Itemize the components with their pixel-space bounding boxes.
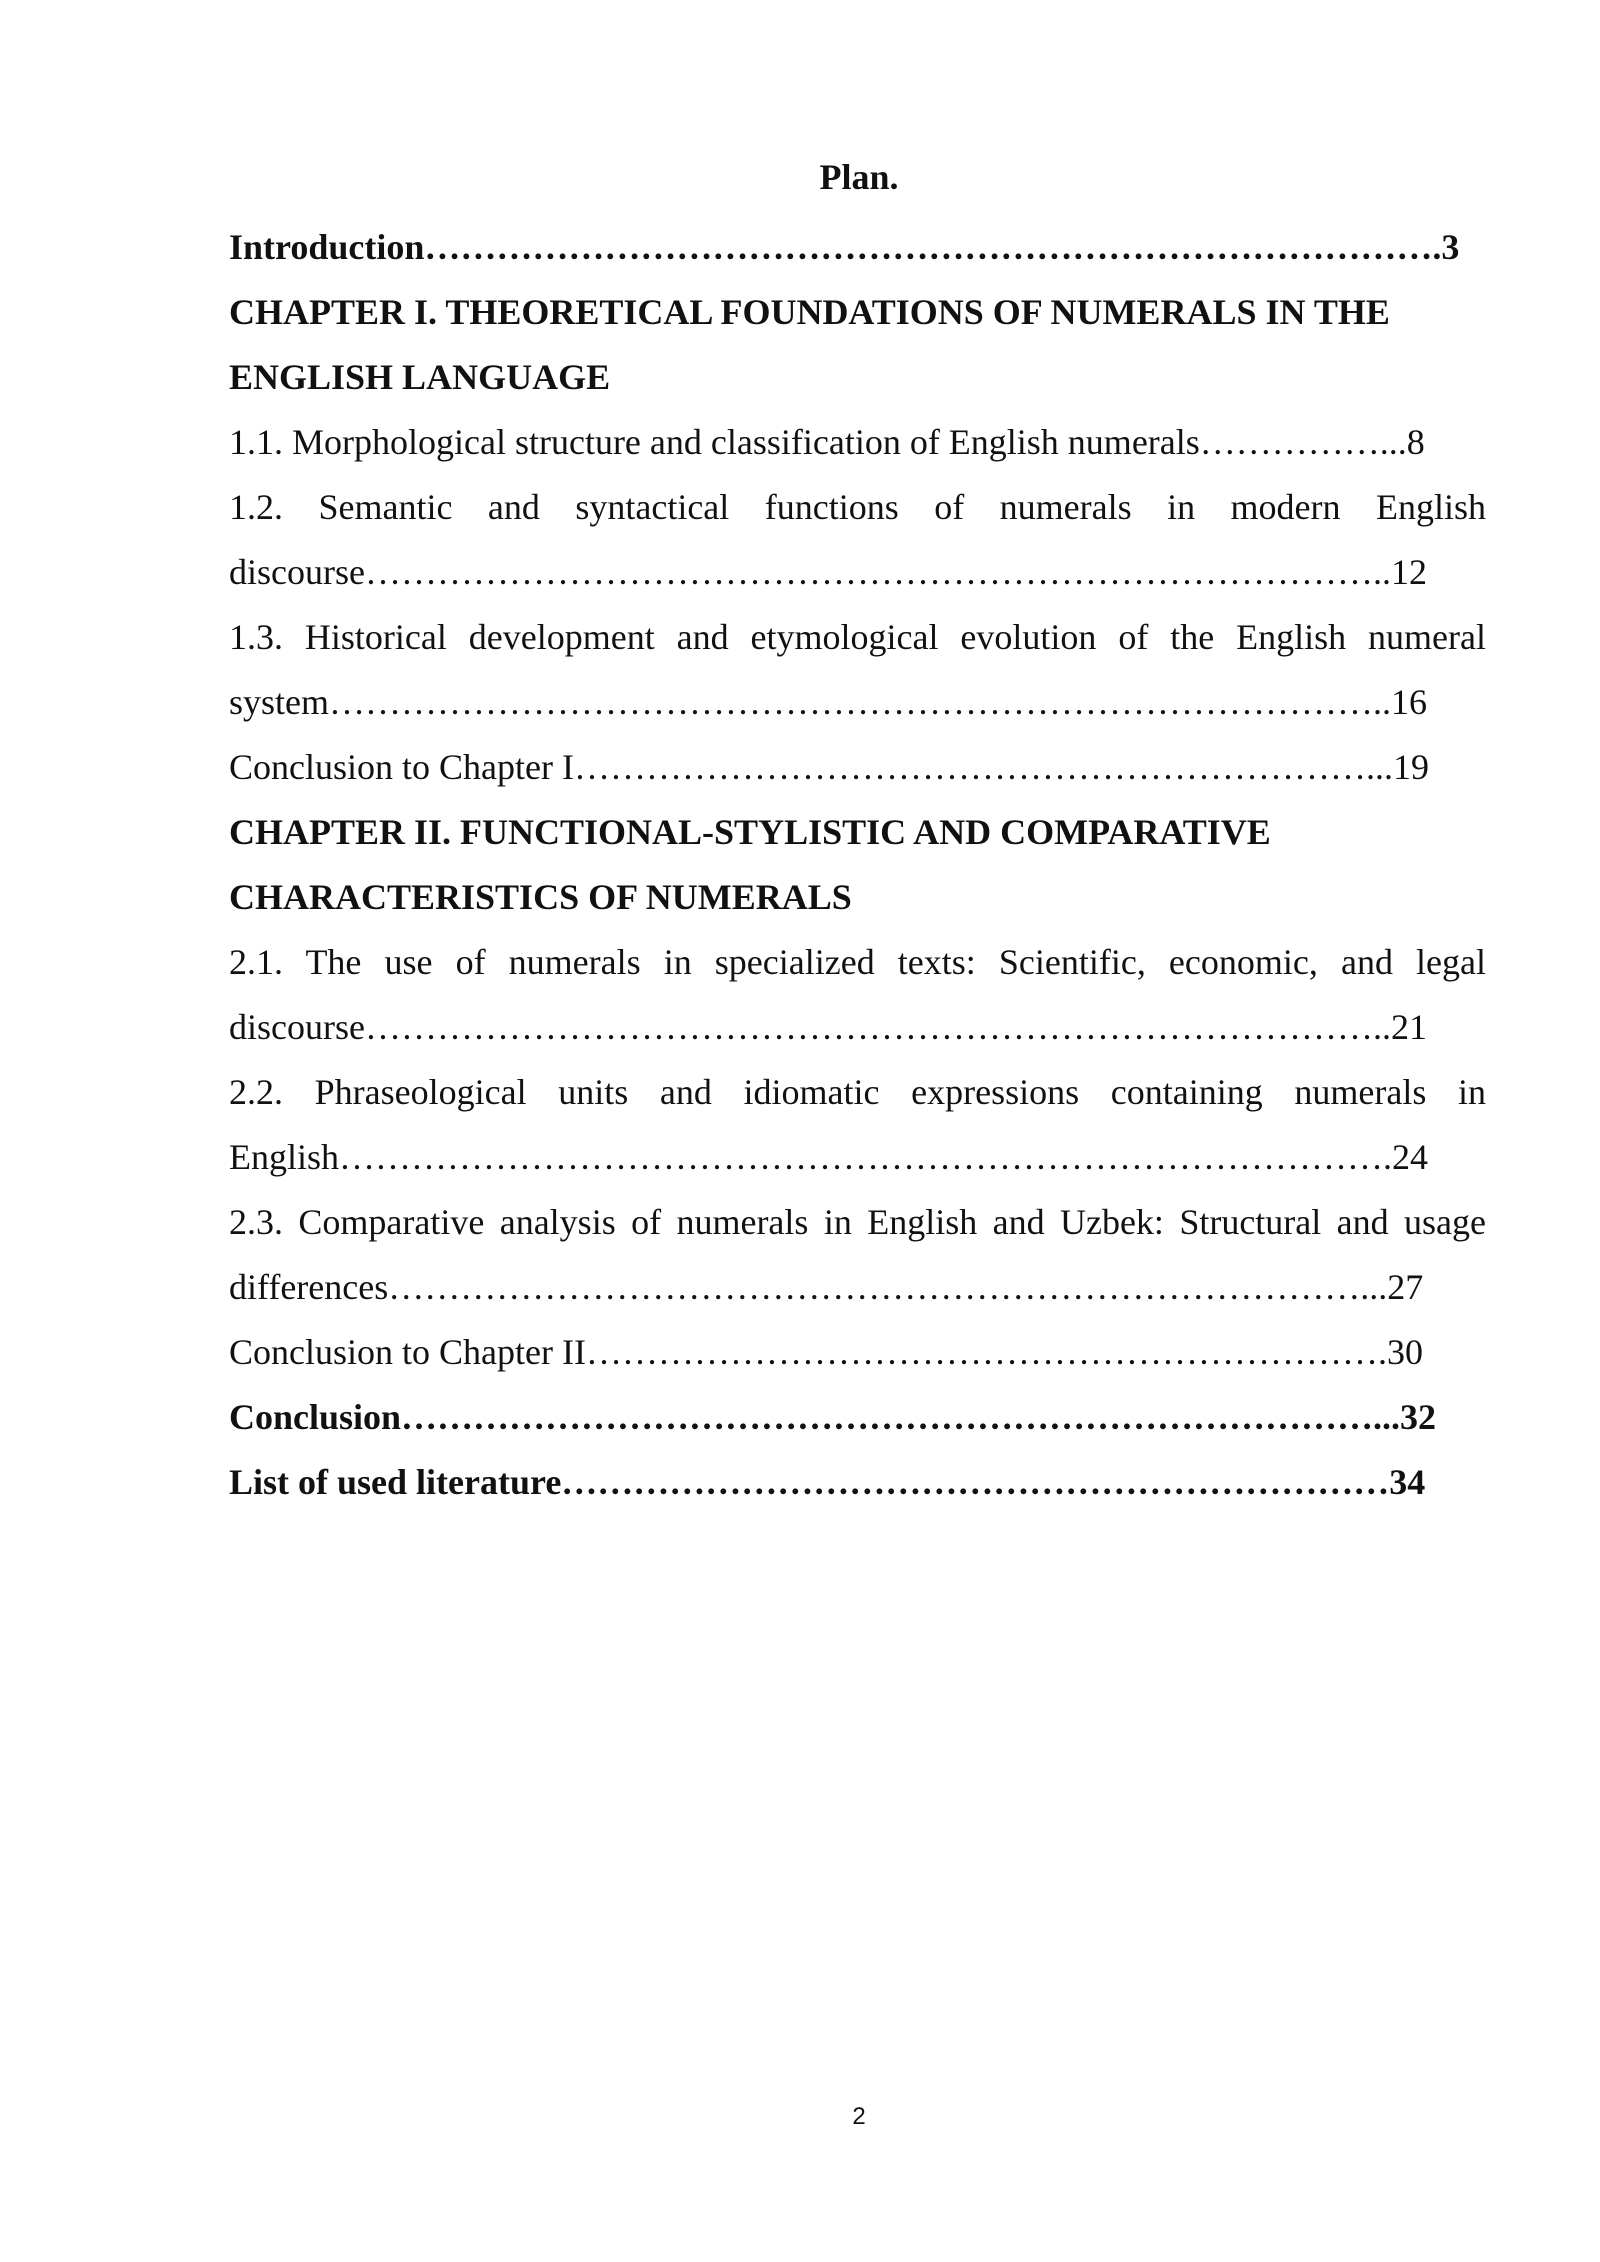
toc-conclusion-chapter-2: Conclusion to Chapter II………………………………………………………….30 [229, 1332, 1423, 1372]
table-of-contents [229, 215, 1486, 1515]
toc-section-1-1: 1.1. Morphological structure and classification of English numerals……………...8 [229, 422, 1425, 462]
toc-section-2-3-cont: differences………………………………………………………………………...27 [229, 1267, 1424, 1307]
toc-literature: List of used literature……………………………………………………………34 [229, 1462, 1426, 1502]
toc-section-1-3: 1.3. Historical development and etymological evolution of the English numeral [229, 617, 1486, 657]
toc-section-1-2-cont: discourse…………………………………………………………………………..12 [229, 552, 1427, 592]
page-title: Plan. [819, 157, 899, 197]
toc-section-2-2: 2.2. Phraseological units and idiomatic expressions containing numerals in [229, 1072, 1486, 1112]
page-number: 2 [852, 2103, 866, 2130]
toc-section-2-3: 2.3. Comparative analysis of numerals in English and Uzbek: Structural and usage [229, 1202, 1486, 1242]
toc-chapter-1-heading-cont: ENGLISH LANGUAGE [229, 357, 611, 397]
toc-section-2-2-cont: English…………………………………………………………………………….24 [229, 1137, 1429, 1177]
toc-conclusion: Conclusion………………………………………………………………………...32 [229, 1397, 1437, 1437]
toc-section-2-1: 2.1. The use of numerals in specialized texts: Scientific, economic, and legal [229, 942, 1486, 982]
toc-introduction: Introduction………………………………………………………………………….3 [229, 227, 1460, 267]
toc-chapter-2-heading: CHAPTER II. FUNCTIONAL-STYLISTIC AND COMPARATIVE [229, 812, 1271, 852]
toc-section-1-3-cont: system……………………………………………………………………………..16 [229, 682, 1428, 722]
toc-chapter-1-heading: CHAPTER I. THEORETICAL FOUNDATIONS OF NUMERALS IN THE [229, 292, 1390, 332]
toc-conclusion-chapter-1: Conclusion to Chapter I…………………………………………………………...19 [229, 747, 1429, 787]
toc-section-1-2: 1.2. Semantic and syntactical functions of numerals in modern English [229, 487, 1486, 527]
toc-section-2-1-cont: discourse…………………………………………………………………………..21 [229, 1007, 1427, 1047]
toc-chapter-2-heading-cont: CHARACTERISTICS OF NUMERALS [229, 877, 852, 917]
